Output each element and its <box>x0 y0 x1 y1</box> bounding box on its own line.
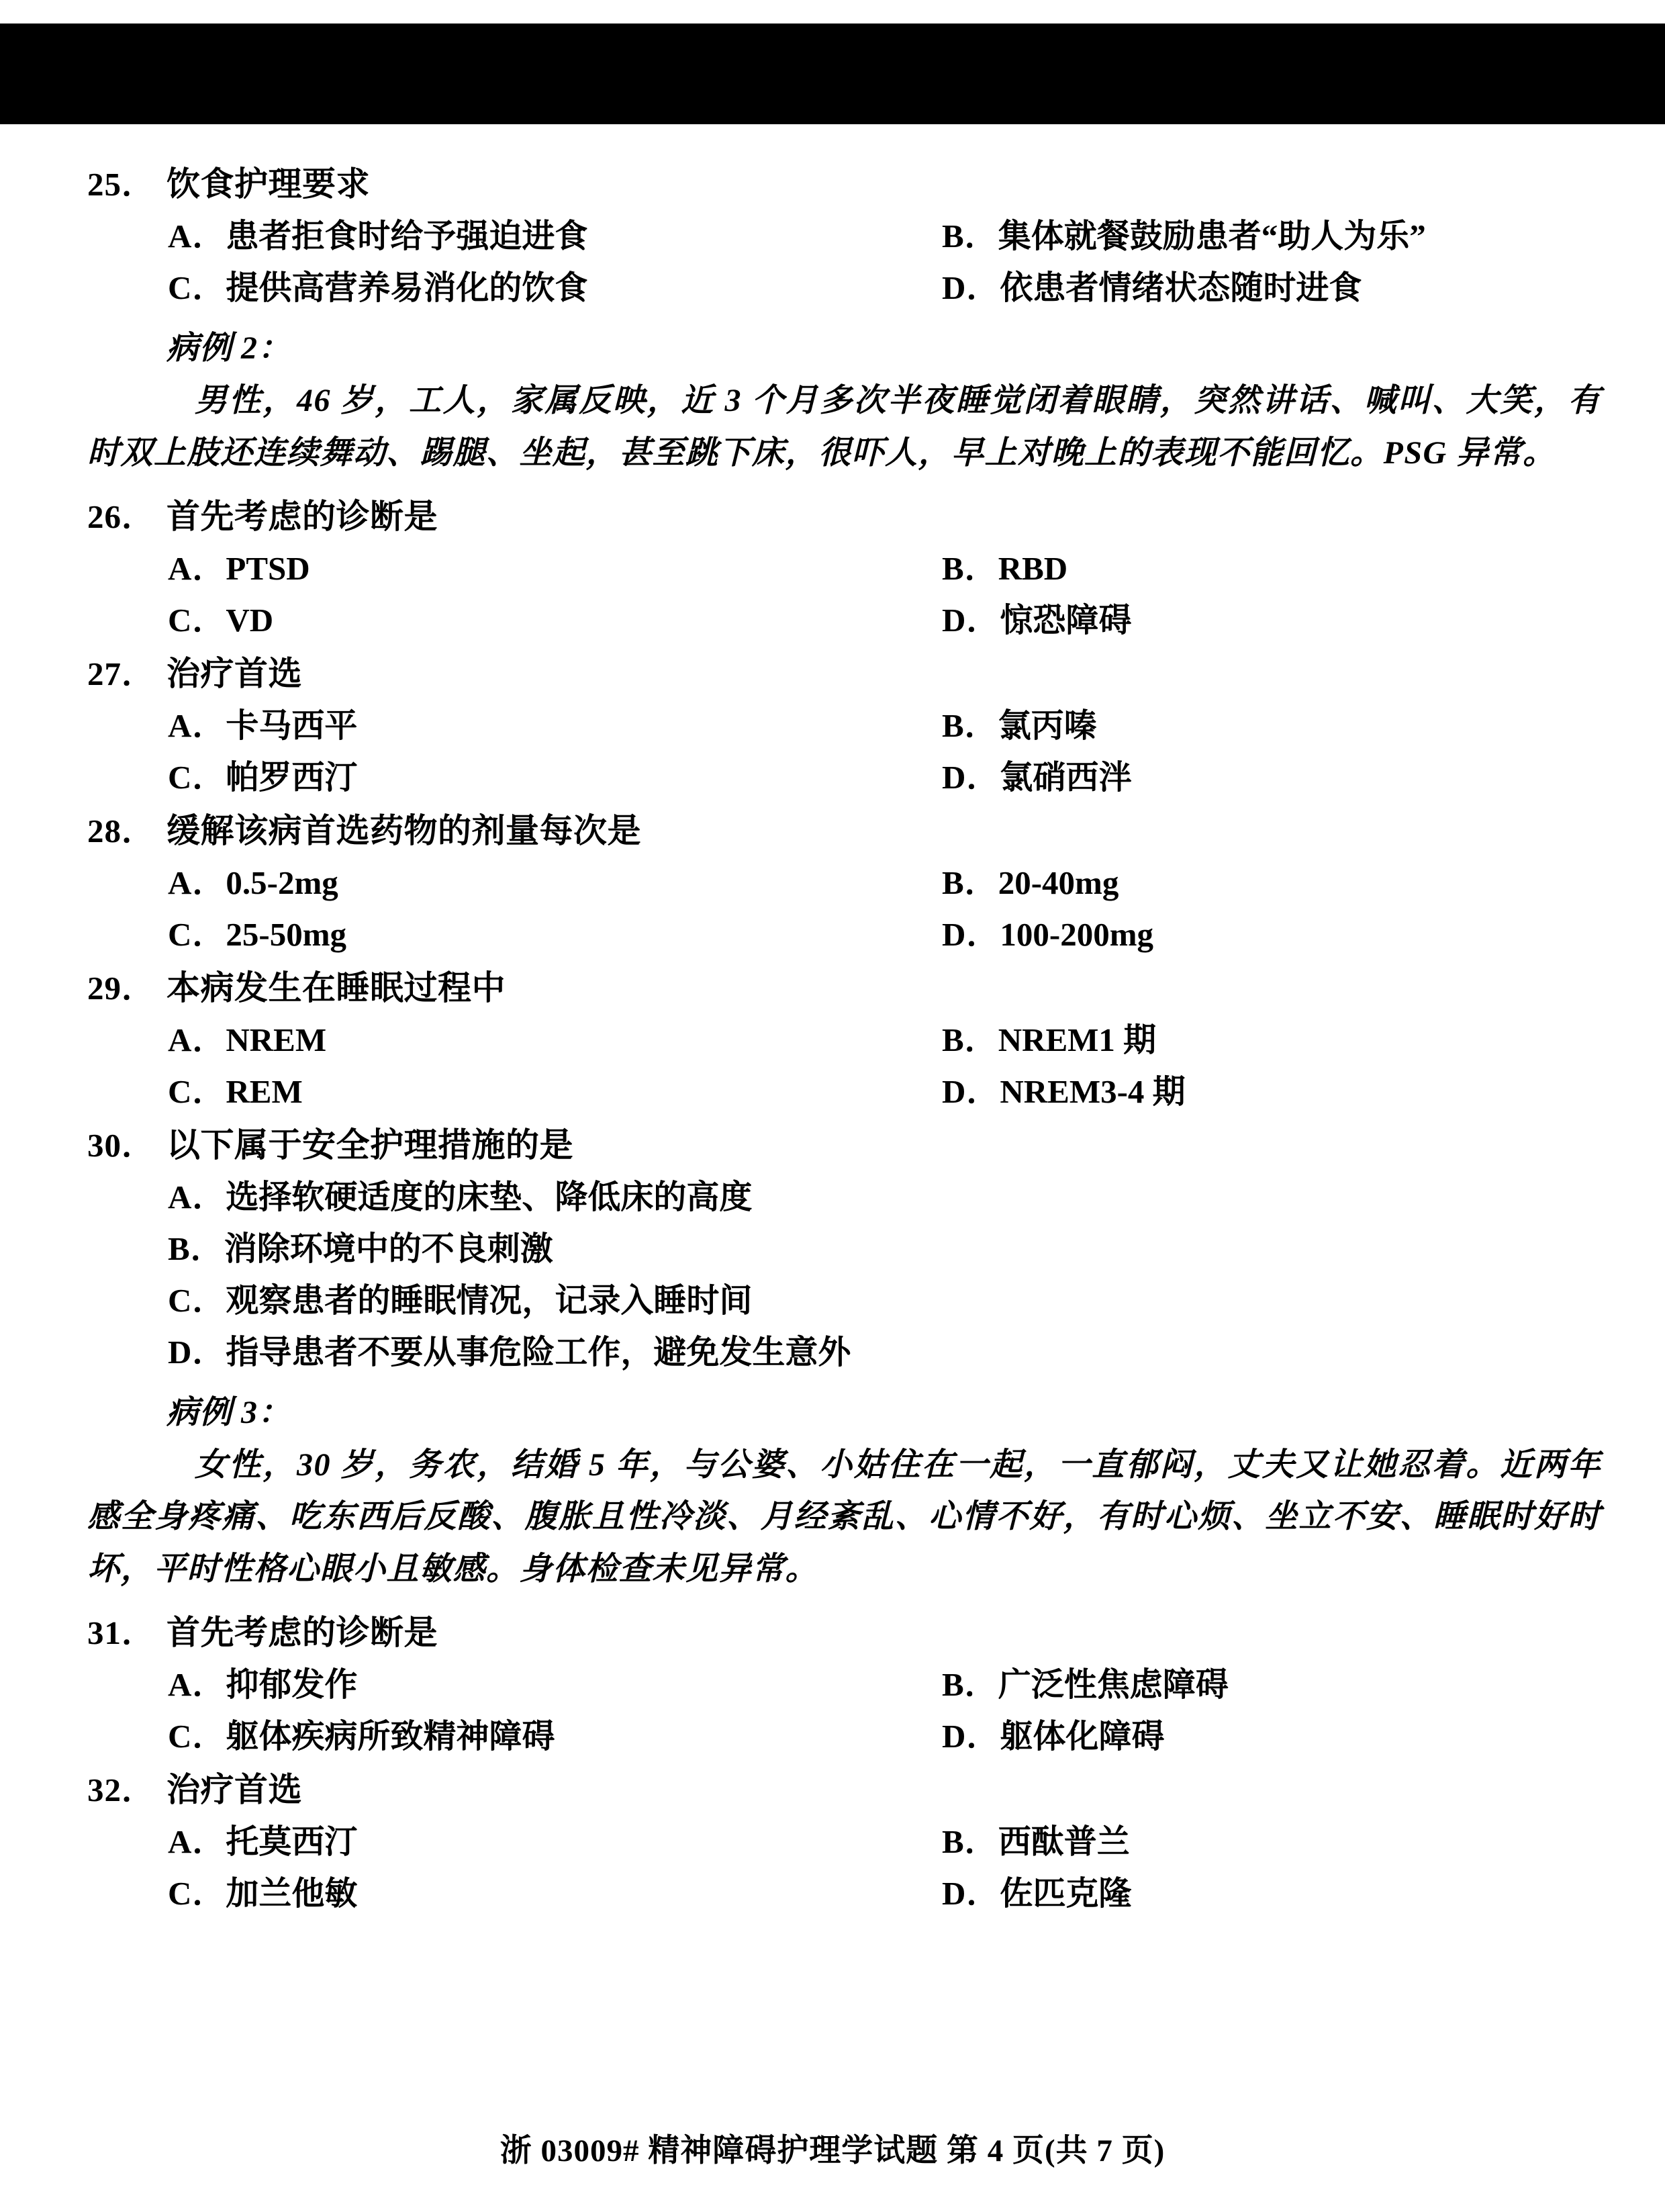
option-letter: B． <box>942 549 998 587</box>
option-26-b[interactable] <box>896 549 1601 587</box>
option-letter: B． <box>942 1665 998 1703</box>
option-row <box>87 1333 1601 1371</box>
option-letter: C． <box>168 758 226 796</box>
option-letter: A． <box>168 1665 226 1703</box>
option-letter: B． <box>942 864 998 901</box>
scan-artifact-band <box>0 24 1665 124</box>
option-text: REM <box>226 1072 303 1110</box>
question-32 <box>87 1770 1601 1808</box>
option-30-b[interactable] <box>87 1232 1601 1265</box>
option-25-a[interactable] <box>87 218 896 255</box>
question-stem: 治疗首选 <box>166 1770 302 1808</box>
option-32-b[interactable] <box>896 1825 1601 1858</box>
option-text: NREM3-4 期 <box>1000 1072 1186 1110</box>
option-31-c[interactable] <box>87 1717 896 1755</box>
option-29-c[interactable] <box>87 1072 896 1110</box>
option-letter: C． <box>168 915 226 953</box>
option-letter: A． <box>168 1021 226 1058</box>
question-30 <box>87 1125 1601 1164</box>
question-stem: 治疗首选 <box>166 654 302 692</box>
option-row <box>87 1281 1601 1319</box>
option-28-c[interactable] <box>87 915 896 953</box>
question-number: 32． <box>87 1771 156 1808</box>
option-text: VD <box>226 601 274 639</box>
case-3-label: 病例 3： <box>166 1394 291 1430</box>
option-letter: B． <box>942 706 998 744</box>
option-text: 躯体化障碍 <box>1000 1717 1165 1755</box>
option-letter: D． <box>942 1072 1000 1110</box>
question-stem: 首先考虑的诊断是 <box>166 497 438 535</box>
option-text: 患者拒食时给予强迫进食 <box>226 218 588 255</box>
option-row <box>87 915 1601 953</box>
option-row <box>87 866 1601 899</box>
option-letter: A． <box>168 218 226 255</box>
option-27-b[interactable] <box>896 706 1601 744</box>
option-text: 指导患者不要从事危险工作，避免发生意外 <box>226 1333 851 1371</box>
option-29-b[interactable] <box>896 1023 1601 1056</box>
question-number: 27． <box>87 655 156 692</box>
option-26-d[interactable] <box>896 601 1601 639</box>
option-29-a[interactable] <box>87 1023 896 1056</box>
option-29-d[interactable] <box>896 1072 1601 1110</box>
option-30-d[interactable] <box>87 1333 1601 1371</box>
option-text: NREM <box>226 1021 327 1058</box>
option-text: 加兰他敏 <box>226 1874 358 1912</box>
option-row <box>87 601 1601 639</box>
option-letter: B． <box>942 1021 998 1058</box>
option-letter: C． <box>168 1281 226 1319</box>
option-letter: B． <box>942 218 998 255</box>
question-28 <box>87 811 1601 849</box>
question-29 <box>87 968 1601 1007</box>
option-28-d[interactable] <box>896 915 1601 953</box>
option-31-b[interactable] <box>896 1665 1601 1703</box>
option-text: 集体就餐鼓励患者“助人为乐” <box>998 218 1426 255</box>
option-letter: D． <box>942 601 1000 639</box>
option-text: 0.5-2mg <box>226 864 338 901</box>
question-26 <box>87 497 1601 535</box>
page-footer: 浙 03009# 精神障碍护理学试题 第 4 页(共 7 页) <box>500 2133 1166 2168</box>
option-text: 提供高营养易消化的饮食 <box>226 269 588 306</box>
question-25 <box>87 167 1601 201</box>
option-row <box>87 1023 1601 1056</box>
option-letter: B． <box>942 1823 998 1860</box>
option-31-d[interactable] <box>896 1717 1601 1755</box>
option-text: 托莫西汀 <box>226 1823 358 1860</box>
option-row <box>87 1825 1601 1858</box>
question-number: 26． <box>87 498 156 535</box>
question-stem: 饮食护理要求 <box>166 165 370 203</box>
option-27-a[interactable] <box>87 706 896 744</box>
option-letter: D． <box>942 269 1000 306</box>
option-text: RBD <box>998 549 1068 587</box>
option-row <box>87 1874 1601 1912</box>
option-letter: D． <box>942 915 1000 953</box>
option-letter: A． <box>168 1178 226 1215</box>
option-26-a[interactable] <box>87 549 896 587</box>
option-letter: D． <box>942 758 1000 796</box>
option-32-a[interactable] <box>87 1825 896 1858</box>
option-row <box>87 1232 1601 1265</box>
option-25-b[interactable] <box>896 218 1601 255</box>
option-text: 25-50mg <box>226 915 347 953</box>
option-25-c[interactable] <box>87 271 896 304</box>
case-2-label: 病例 2： <box>166 330 291 366</box>
option-letter: A． <box>168 549 226 587</box>
option-row <box>87 758 1601 796</box>
option-letter: D． <box>942 1874 1000 1912</box>
question-stem: 缓解该病首选药物的剂量每次是 <box>166 811 641 849</box>
option-row <box>87 1072 1601 1110</box>
option-30-a[interactable] <box>87 1178 1601 1215</box>
question-number: 29． <box>87 969 156 1007</box>
question-number: 31． <box>87 1614 156 1651</box>
option-25-d[interactable] <box>896 271 1601 304</box>
option-text: 选择软硬适度的床垫、降低床的高度 <box>226 1178 753 1215</box>
option-row <box>87 706 1601 744</box>
option-32-c[interactable] <box>87 1874 896 1912</box>
option-27-d[interactable] <box>896 758 1601 796</box>
option-text: 20-40mg <box>998 864 1119 901</box>
option-row <box>87 218 1601 255</box>
option-row <box>87 271 1601 304</box>
option-letter: D． <box>942 1717 1000 1755</box>
question-number: 28． <box>87 812 156 849</box>
option-letter: C． <box>168 269 226 306</box>
question-number: 25． <box>87 166 156 203</box>
option-letter: A． <box>168 1823 226 1860</box>
option-letter: C． <box>168 1874 226 1912</box>
page-content <box>87 124 1601 1910</box>
option-text: 惊恐障碍 <box>1000 601 1132 639</box>
option-letter: C． <box>168 1072 226 1110</box>
question-31 <box>87 1613 1601 1651</box>
option-text: 消除环境中的不良刺激 <box>224 1230 553 1267</box>
question-number: 30． <box>87 1126 156 1164</box>
exam-page <box>0 124 1665 1910</box>
option-letter: C． <box>168 1717 226 1755</box>
option-text: 氯丙嗪 <box>998 706 1097 744</box>
option-row <box>87 1665 1601 1703</box>
option-text: 佐匹克隆 <box>1000 1874 1132 1912</box>
option-27-c[interactable] <box>87 758 896 796</box>
option-text: 帕罗西汀 <box>226 758 358 796</box>
option-text: 广泛性焦虑障碍 <box>998 1665 1229 1703</box>
option-text: 依患者情绪状态随时进食 <box>1000 269 1362 306</box>
option-32-d[interactable] <box>896 1874 1601 1912</box>
case-3-body: 女性，30 岁，务农，结婚 5 年，与公婆、小姑住在一起，一直郁闷，丈夫又让她忍着。近两年感全身疼痛、吃东西后反酸、腹胀且性冷淡、月经紊乱、心情不好，有时心烦、坐立不安、睡眠时好时坏，平时性格心眼小且敏感。身体检查未见异常。 <box>87 1446 1601 1587</box>
option-30-c[interactable] <box>87 1281 1601 1319</box>
question-stem: 本病发生在睡眠过程中 <box>166 968 506 1007</box>
option-31-a[interactable] <box>87 1665 896 1703</box>
option-text: 西酞普兰 <box>998 1823 1130 1860</box>
option-letter: A． <box>168 706 226 744</box>
option-row <box>87 1717 1601 1755</box>
option-text: 躯体疾病所致精神障碍 <box>226 1717 555 1755</box>
question-27 <box>87 654 1601 692</box>
option-text: NREM1 期 <box>998 1021 1157 1058</box>
option-28-a[interactable] <box>87 866 896 899</box>
option-letter: B． <box>168 1230 224 1267</box>
option-row <box>87 549 1601 587</box>
option-text: 观察患者的睡眠情况，记录入睡时间 <box>226 1281 753 1319</box>
option-text: 卡马西平 <box>226 706 358 744</box>
option-letter: D． <box>168 1333 226 1371</box>
question-stem: 首先考虑的诊断是 <box>166 1613 438 1651</box>
option-text: PTSD <box>226 549 310 587</box>
option-text: 抑郁发作 <box>226 1665 358 1703</box>
option-text: 氯硝西泮 <box>1000 758 1132 796</box>
option-row <box>87 1178 1601 1215</box>
option-28-b[interactable] <box>896 866 1601 899</box>
case-2-body: 男性，46 岁，工人，家属反映，近 3 个月多次半夜睡觉闭着眼睛，突然讲话、喊叫、大笑，有时双上肢还连续舞动、踢腿、坐起，甚至跳下床，很吓人，早上对晚上的表现不能回忆。PSG 异常。 <box>87 383 1601 471</box>
option-letter: A． <box>168 864 226 901</box>
option-26-c[interactable] <box>87 601 896 639</box>
option-letter: C． <box>168 601 226 639</box>
question-stem: 以下属于安全护理措施的是 <box>166 1125 573 1164</box>
option-text: 100-200mg <box>1000 915 1154 953</box>
